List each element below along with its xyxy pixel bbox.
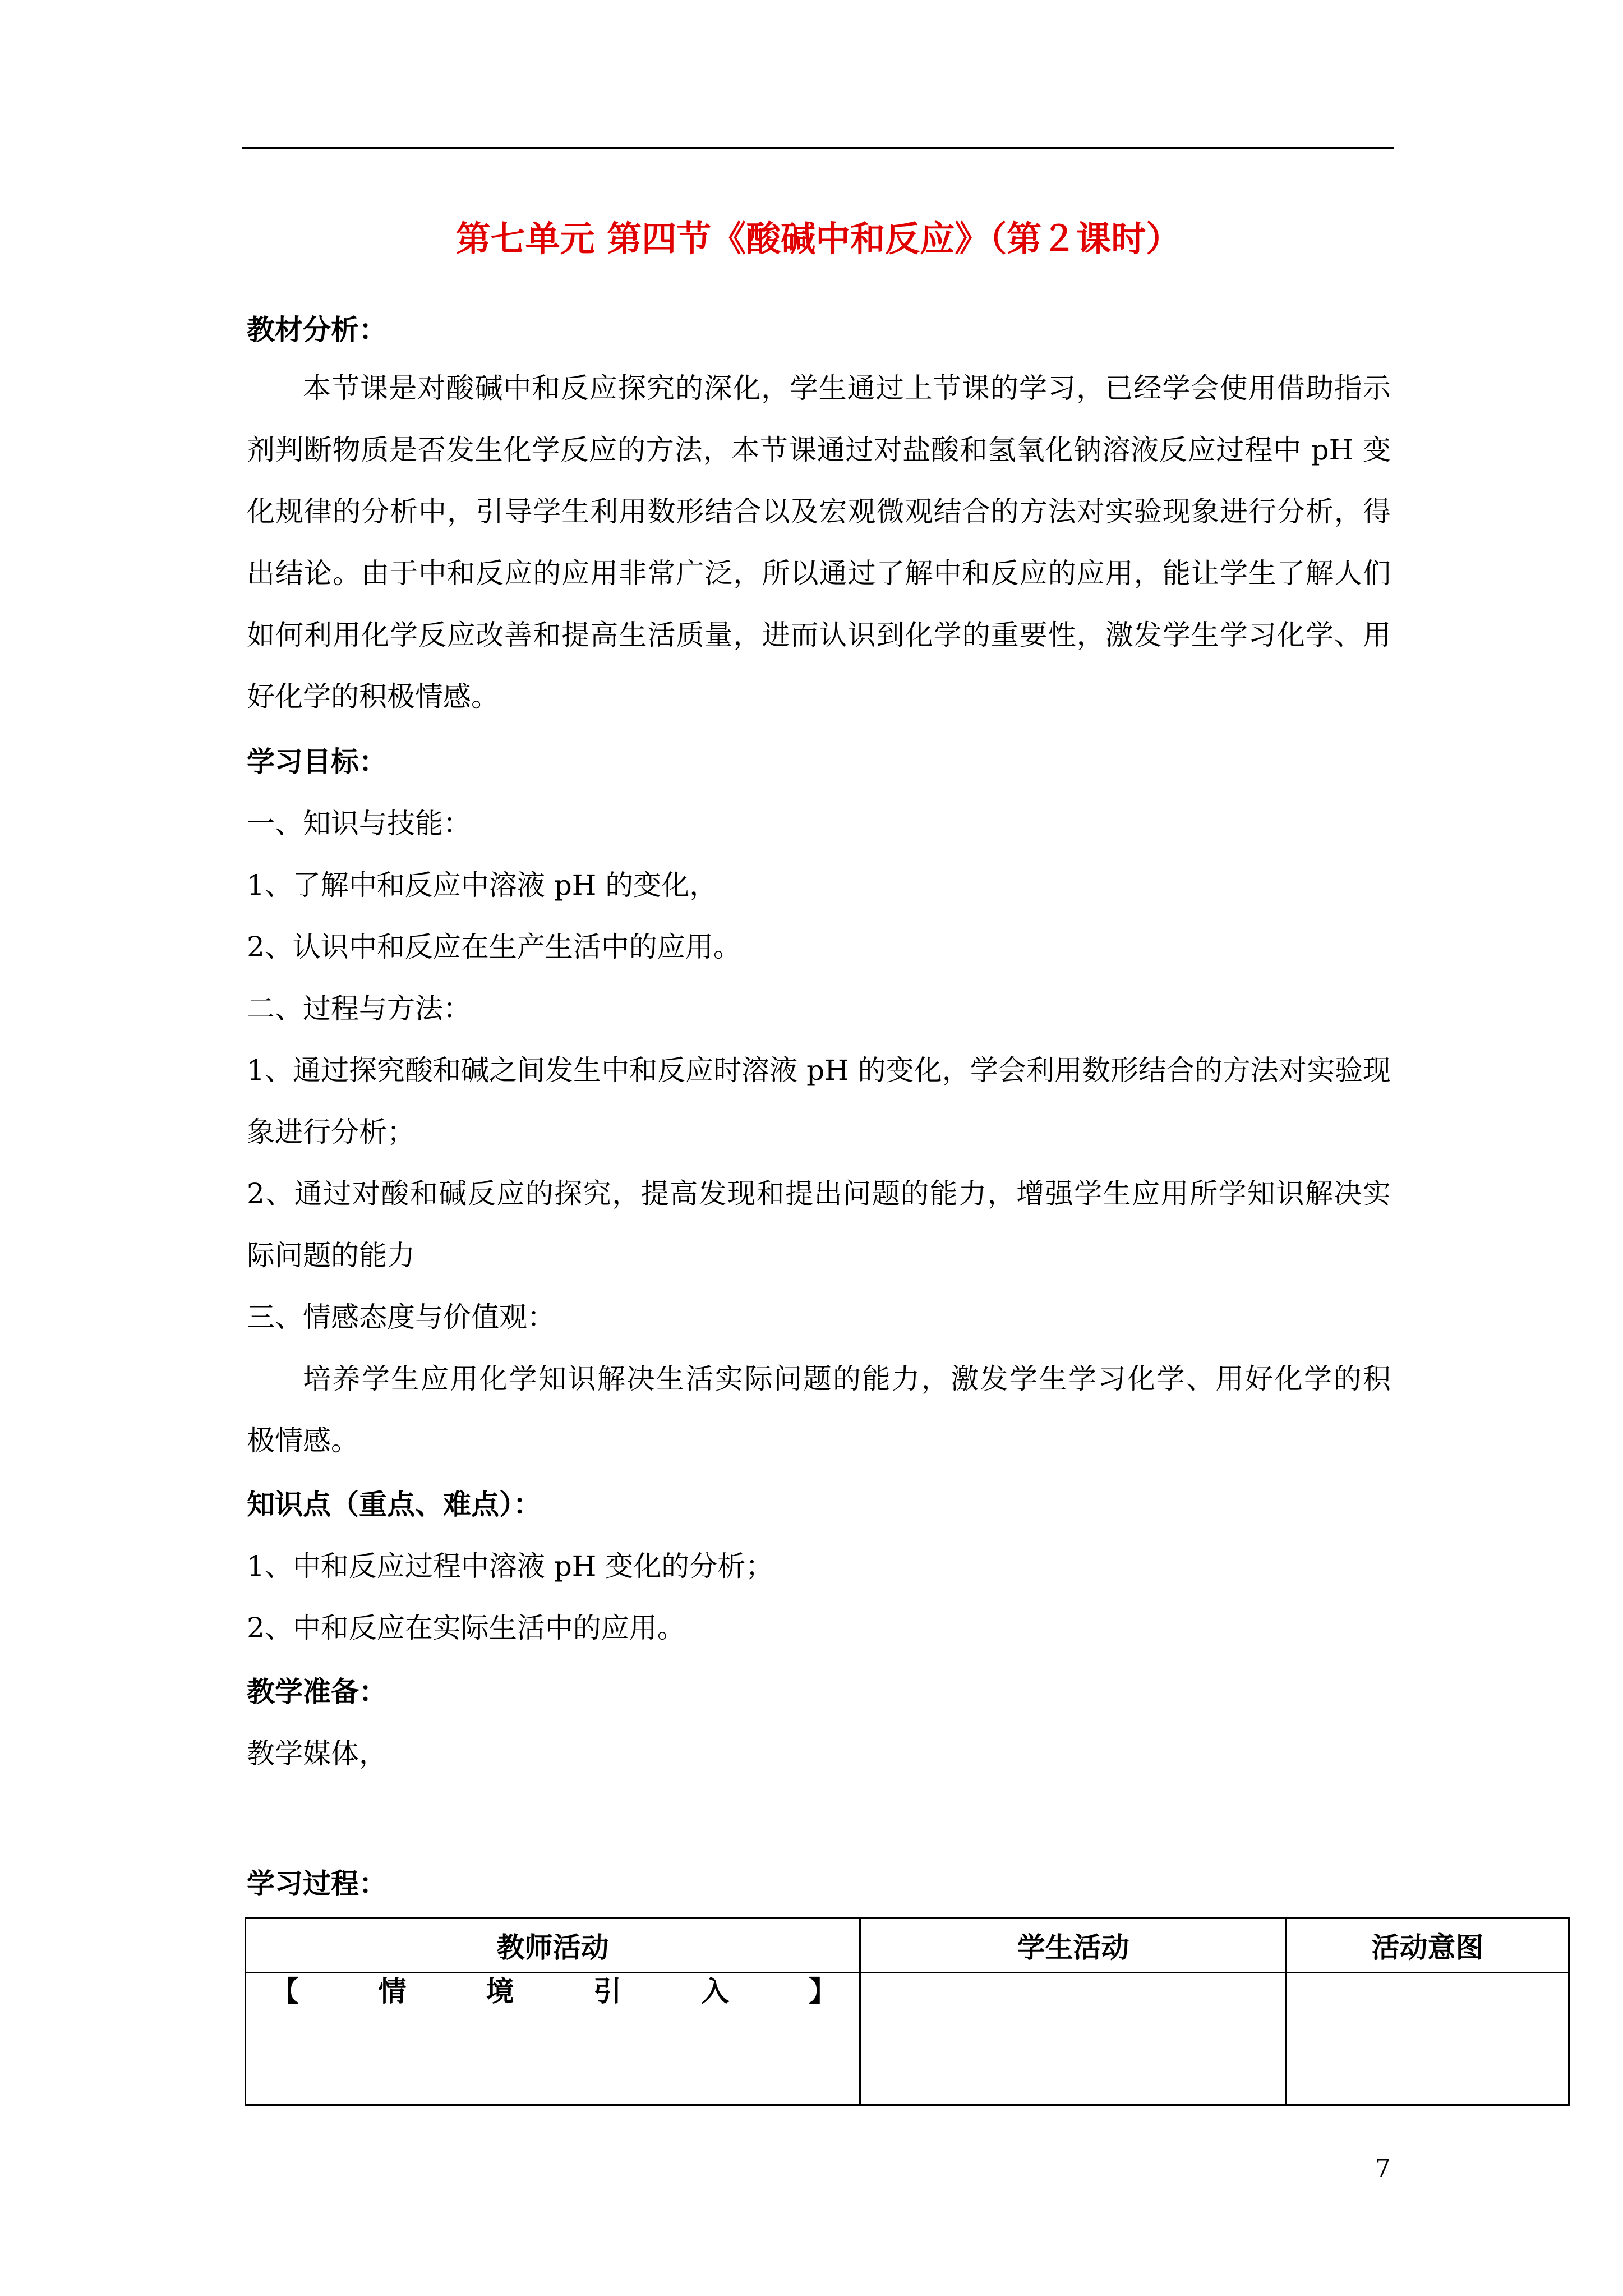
process-heading: 二、过程与方法： bbox=[247, 992, 471, 1025]
learning-process-table bbox=[245, 1917, 1570, 2106]
material-analysis-line-5: 如何利用化学反应改善和提高生活质量，进而认识到化学的重要性，激发学生学习化学、用 bbox=[247, 619, 1391, 651]
key-point-1: 1、中和反应过程中溶液 pH 变化的分析； bbox=[247, 1550, 774, 1582]
student-activity-cell bbox=[860, 1973, 1287, 2105]
intro-char-1: 情 bbox=[378, 1975, 407, 2008]
table-row bbox=[246, 1973, 1569, 2105]
key-points-heading: 知识点（重点、难点）： bbox=[247, 1488, 541, 1521]
preparation-text: 教学媒体， bbox=[247, 1737, 387, 1770]
process-section-heading: 学习过程： bbox=[247, 1867, 387, 1900]
header-activity-intent: 活动意图 bbox=[1287, 1918, 1569, 1973]
material-analysis-line-1: 本节课是对酸碱中和反应探究的深化，学生通过上节课的学习，已经学会使用借助指示 bbox=[303, 372, 1391, 404]
material-analysis-heading: 教材分析： bbox=[247, 314, 387, 346]
table-header-row bbox=[246, 1918, 1569, 1973]
process-line-2: 象进行分析； bbox=[247, 1116, 415, 1148]
knowledge-item-2: 2、认识中和反应在生产生活中的应用。 bbox=[247, 931, 741, 963]
material-analysis-line-4: 出结论。由于中和反应的应用非常广泛，所以通过了解中和反应的应用，能让学生了解人们 bbox=[247, 557, 1391, 590]
preparation-heading: 教学准备： bbox=[247, 1676, 387, 1708]
knowledge-heading: 一、知识与技能： bbox=[247, 807, 471, 840]
process-line-1: 1、通过探究酸和碱之间发生中和反应时溶液 pH 的变化，学会利用数形结合的方法对实验现 bbox=[247, 1054, 1391, 1087]
key-point-2: 2、中和反应在实际生活中的应用。 bbox=[247, 1612, 685, 1644]
teacher-activity-cell bbox=[246, 1973, 860, 2105]
emotion-line-2: 极情感。 bbox=[247, 1424, 359, 1457]
intro-char-3: 引 bbox=[593, 1975, 622, 2008]
intro-char-close-bracket: 】 bbox=[808, 1975, 837, 2008]
process-line-3: 2、通过对酸和碱反应的探究，提高发现和提出问题的能力，增强学生应用所学知识解决实 bbox=[247, 1177, 1391, 1210]
header-teacher-activity: 教师活动 bbox=[246, 1918, 860, 1973]
header-rule bbox=[242, 147, 1394, 149]
scenario-intro-label bbox=[246, 1973, 859, 2009]
intro-char-2: 境 bbox=[486, 1975, 514, 2008]
intro-char-open-bracket: 【 bbox=[271, 1975, 299, 2008]
material-analysis-line-3: 化规律的分析中，引导学生利用数形结合以及宏观微观结合的方法对实验现象进行分析，得 bbox=[247, 495, 1391, 528]
page-number: 7 bbox=[1375, 2154, 1391, 2183]
document-title: 第七单元 第四节《酸碱中和反应》（第２课时） bbox=[455, 218, 1181, 259]
material-analysis-line-2: 剂判断物质是否发生化学反应的方法，本节课通过对盐酸和氢氧化钠溶液反应过程中 pH 变 bbox=[247, 434, 1391, 466]
intro-char-4: 入 bbox=[701, 1975, 730, 2008]
objectives-heading: 学习目标： bbox=[247, 746, 387, 778]
activity-intent-cell bbox=[1287, 1973, 1569, 2105]
material-analysis-line-6: 好化学的积极情感。 bbox=[247, 680, 499, 713]
process-line-4: 际问题的能力 bbox=[247, 1239, 415, 1272]
knowledge-item-1: 1、了解中和反应中溶液 pH 的变化， bbox=[247, 869, 718, 901]
emotion-line-1: 培养学生应用化学知识解决生活实际问题的能力，激发学生学习化学、用好化学的积 bbox=[303, 1363, 1391, 1395]
header-student-activity: 学生活动 bbox=[860, 1918, 1287, 1973]
emotion-heading: 三、情感态度与价值观： bbox=[247, 1301, 555, 1333]
